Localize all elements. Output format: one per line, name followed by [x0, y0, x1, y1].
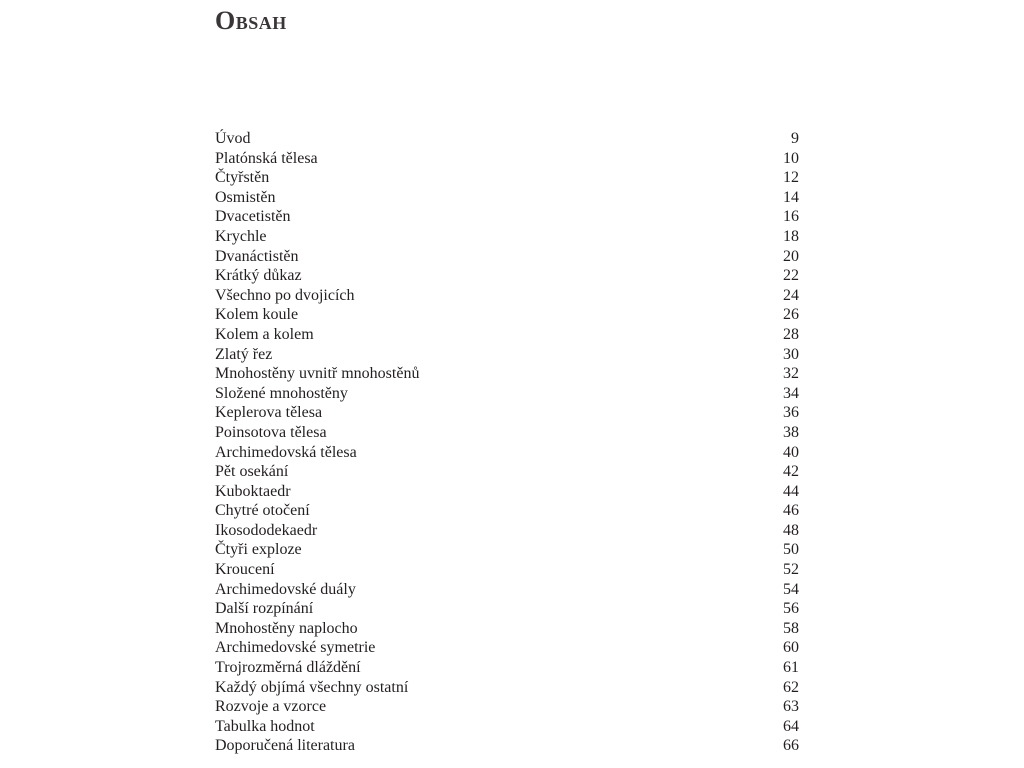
toc-entry [215, 619, 799, 639]
toc-entry [215, 149, 799, 169]
toc-entry-page: 58 [783, 619, 799, 637]
toc-entry [215, 521, 799, 541]
toc-entry-page: 20 [783, 247, 799, 265]
toc-entry-page: 36 [783, 404, 799, 422]
toc-entry [215, 717, 799, 737]
toc-entry-page: 61 [783, 659, 799, 677]
toc-entry-label: Kuboktaedr [215, 482, 291, 500]
table-of-contents [215, 129, 799, 756]
toc-entry-page: 44 [783, 482, 799, 500]
toc-entry-label: Chytré otočení [215, 502, 310, 520]
toc-entry-label: Pět osekání [215, 463, 289, 481]
toc-entry-label: Čtyři exploze [215, 541, 302, 559]
toc-entry-page: 9 [791, 130, 799, 147]
toc-entry-label: Ikosododekaedr [215, 521, 318, 539]
toc-entry-page: 10 [783, 149, 799, 167]
toc-entry-label: Doporučená literatura [215, 737, 355, 755]
toc-entry-label: Krychle [215, 227, 267, 245]
toc-entry [215, 345, 799, 365]
toc-entry [215, 462, 799, 482]
toc-entry [215, 168, 799, 188]
page-title: Obsah [215, 6, 287, 35]
toc-entry [215, 207, 799, 227]
toc-entry-page: 50 [783, 541, 799, 559]
toc-entry-page: 62 [783, 678, 799, 696]
toc-entry [215, 638, 799, 658]
toc-entry [215, 658, 799, 678]
toc-entry [215, 227, 799, 247]
toc-entry [215, 266, 799, 286]
toc-entry [215, 443, 799, 463]
toc-entry-label: Tabulka hodnot [215, 717, 315, 735]
toc-entry-page: 32 [783, 365, 799, 383]
toc-entry-label: Složené mnohostěny [215, 384, 348, 402]
toc-entry-page: 64 [783, 717, 799, 735]
toc-entry [215, 286, 799, 306]
toc-entry [215, 678, 799, 698]
toc-entry [215, 599, 799, 619]
toc-entry-page: 60 [783, 639, 799, 657]
toc-entry-label: Trojrozměrná dláždění [215, 659, 361, 677]
toc-entry [215, 384, 799, 404]
toc-entry-label: Zlatý řez [215, 345, 273, 363]
toc-entry [215, 560, 799, 580]
toc-entry [215, 580, 799, 600]
toc-entry-label: Kolem a kolem [215, 325, 314, 343]
toc-entry [215, 540, 799, 560]
toc-entry-page: 56 [783, 600, 799, 618]
toc-entry-label: Všechno po dvojicích [215, 286, 355, 304]
toc-entry [215, 423, 799, 443]
toc-entry [215, 247, 799, 267]
toc-entry-label: Krátký důkaz [215, 267, 302, 285]
toc-entry-page: 24 [783, 286, 799, 304]
toc-entry [215, 305, 799, 325]
toc-entry [215, 364, 799, 384]
toc-entry-label: Rozvoje a vzorce [215, 698, 327, 716]
toc-entry-page: 14 [783, 188, 799, 206]
toc-entry [215, 501, 799, 521]
toc-entry [215, 325, 799, 345]
toc-entry-page: 22 [783, 267, 799, 285]
toc-entry-label: Každý objímá všechny ostatní [215, 678, 409, 696]
toc-entry [215, 129, 799, 149]
toc-entry-page: 18 [783, 227, 799, 245]
toc-entry-page: 52 [783, 561, 799, 579]
toc-entry-page: 38 [783, 423, 799, 441]
toc-entry-page: 16 [783, 208, 799, 226]
toc-entry-label: Osmistěn [215, 188, 276, 206]
toc-entry [215, 697, 799, 717]
toc-entry-page: 66 [783, 737, 799, 755]
toc-entry-label: Úvod [215, 130, 251, 147]
toc-entry-page: 63 [783, 698, 799, 716]
toc-entry-page: 46 [783, 502, 799, 520]
toc-entry-label: Čtyřstěn [215, 169, 270, 187]
toc-entry-page: 12 [783, 169, 799, 187]
toc-entry-page: 34 [783, 384, 799, 402]
toc-entry-label: Archimedovské duály [215, 580, 356, 598]
toc-entry-page: 26 [783, 306, 799, 324]
toc-entry-label: Keplerova tělesa [215, 404, 323, 422]
toc-entry [215, 403, 799, 423]
toc-entry-page: 30 [783, 345, 799, 363]
toc-entry-label: Archimedovská tělesa [215, 443, 357, 461]
toc-entry-page: 40 [783, 443, 799, 461]
toc-entry-page: 28 [783, 325, 799, 343]
toc-entry [215, 188, 799, 208]
toc-entry [215, 736, 799, 756]
toc-entry-label: Mnohostěny uvnitř mnohostěnů [215, 365, 420, 383]
toc-entry-label: Kroucení [215, 561, 275, 579]
toc-entry-page: 42 [783, 463, 799, 481]
toc-entry-label: Poinsotova tělesa [215, 423, 327, 441]
toc-entry-label: Archimedovské symetrie [215, 639, 376, 657]
toc-entry-label: Kolem koule [215, 306, 299, 324]
toc-entry-label: Další rozpínání [215, 600, 314, 618]
toc-entry-label: Dvanáctistěn [215, 247, 299, 265]
toc-entry-label: Dvacetistěn [215, 208, 291, 226]
toc-entry-label: Platónská tělesa [215, 149, 318, 167]
toc-entry-page: 54 [783, 580, 799, 598]
toc-entry-label: Mnohostěny naplocho [215, 619, 358, 637]
toc-entry [215, 482, 799, 502]
toc-entry-page: 48 [783, 521, 799, 539]
